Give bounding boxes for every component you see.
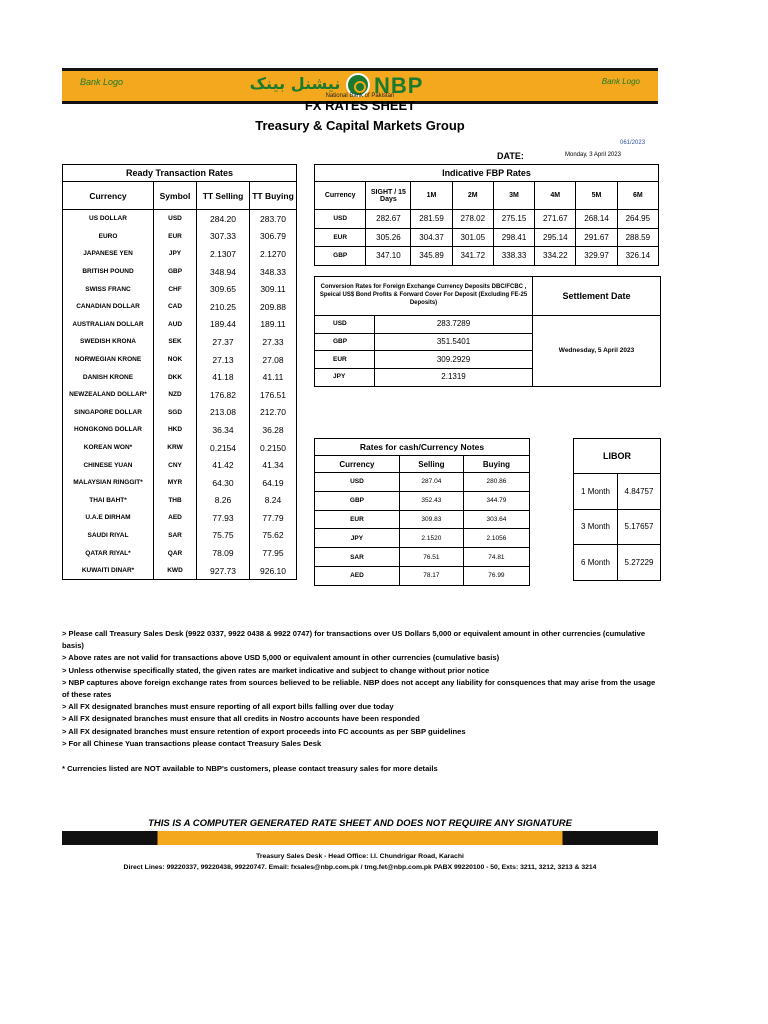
fbp-rates-caption: Indicative FBP Rates — [315, 165, 659, 182]
currency-name: SAUDI RIYAL — [63, 527, 154, 545]
tt-selling: 176.82 — [197, 386, 250, 404]
currency-name: US DOLLAR — [63, 210, 154, 228]
fbp-rate: 334.22 — [535, 247, 576, 266]
table-row — [315, 491, 530, 510]
cash-buying: 74.81 — [463, 548, 529, 567]
tt-buying: 41.11 — [262, 372, 284, 383]
currency-name: CANADIAN DOLLAR — [63, 298, 154, 316]
libor-rate: 5.17657 — [624, 522, 654, 532]
fbp-rate: 338.33 — [493, 247, 534, 266]
fbp-rate: 291.67 — [576, 228, 617, 247]
page-subtitle: Treasury & Capital Markets Group — [255, 118, 465, 133]
libor-table — [573, 438, 661, 581]
note-item: > Above rates are not valid for transactions above USD 5,000 or equivalent amount in other currencies (cumulative basis) — [62, 653, 500, 663]
note-item: > NBP captures above foreign exchange rates from sources believed to be reliable. NBP does not accept any liability for consquences that may arise from the usage of these rates — [62, 677, 656, 700]
currency-name: BRITISH POUND — [63, 263, 154, 281]
right-logo: Bank Logo — [601, 77, 640, 86]
table-row — [63, 421, 297, 439]
tt-selling: 36.34 — [197, 421, 250, 439]
column-header: Currency — [63, 182, 154, 210]
currency-symbol: JPY — [315, 368, 375, 386]
column-header: 5M — [576, 182, 617, 210]
fbp-rate: 271.67 — [535, 210, 576, 229]
tt-buying: 283.70 — [260, 213, 286, 224]
currency-symbol: GBP — [315, 333, 375, 351]
settlement-date-label: Settlement Date — [533, 277, 660, 316]
column-header: 2M — [452, 182, 493, 210]
footer-bar — [62, 831, 658, 845]
address-line-1: Treasury Sales Desk - Head Office: I.I. Chundrigar Road, Karachi — [256, 853, 464, 860]
currency-symbol: NZD — [154, 386, 197, 404]
table-row — [63, 351, 297, 369]
tt-buying: 212.70 — [260, 407, 286, 418]
column-header: Currency — [315, 456, 400, 473]
column-header: Selling — [399, 456, 463, 473]
currency-name: AUSTRALIAN DOLLAR — [63, 316, 154, 334]
cash-selling: 78.17 — [399, 566, 463, 585]
table-row — [63, 492, 297, 510]
fbp-rates-table — [314, 164, 659, 266]
tt-buying: 27.33 — [262, 336, 284, 347]
table-row — [63, 368, 297, 386]
currency-symbol: EUR — [154, 228, 197, 246]
currency-symbol: AUD — [154, 316, 197, 334]
tt-selling: 2.1307 — [197, 245, 250, 263]
settlement-date-value: Wednesday, 5 April 2023 — [558, 347, 635, 354]
table-row — [315, 566, 530, 585]
currency-symbol: JPY — [315, 529, 400, 548]
conversion-row — [315, 315, 533, 334]
tt-selling: 75.75 — [197, 527, 250, 545]
column-header: Currency — [315, 182, 366, 210]
conversion-row — [315, 351, 533, 370]
conversion-rate: 283.7289 — [436, 319, 471, 328]
currency-symbol: CHF — [154, 280, 197, 298]
urdu-brand-name: نیشنل بینک — [249, 74, 341, 93]
note-item: > All FX designated branches must ensure retention of export proceeds into FC accounts as per SBP guidelines — [62, 726, 466, 736]
currency-name: QATAR RIYAL* — [63, 544, 154, 562]
signature-notice: THIS IS A COMPUTER GENERATED RATE SHEET AND DOES NOT REQUIRE ANY SIGNATURE — [148, 818, 572, 829]
tt-selling: 27.13 — [197, 351, 250, 369]
tt-selling: 307.33 — [197, 228, 250, 246]
tt-buying: 27.08 — [262, 354, 284, 365]
table-row — [315, 510, 530, 529]
tt-selling: 0.2154 — [197, 439, 250, 457]
tt-buying: 36.28 — [262, 424, 284, 435]
fbp-rate: 341.72 — [452, 247, 493, 266]
tt-selling: 64.30 — [197, 474, 250, 492]
currency-name: MALAYSIAN RINGGIT* — [63, 474, 154, 492]
column-header: Buying — [463, 456, 529, 473]
currency-symbol: CNY — [154, 456, 197, 474]
table-row — [63, 245, 297, 263]
brand-block — [240, 71, 480, 101]
tt-buying: 8.24 — [264, 495, 282, 506]
table-row — [315, 228, 659, 247]
column-header: Symbol — [154, 182, 197, 210]
tt-selling: 213.08 — [197, 404, 250, 422]
brand-name: NBP — [374, 73, 424, 98]
conversion-rate: 309.2929 — [436, 354, 471, 364]
fbp-rate: 304.37 — [411, 228, 452, 247]
table-row — [315, 548, 530, 567]
tt-buying: 77.79 — [262, 512, 284, 523]
currency-name: SINGAPORE DOLLAR — [63, 404, 154, 422]
conversion-row — [315, 368, 533, 387]
tt-selling: 309.65 — [197, 280, 250, 298]
tt-selling: 27.37 — [197, 333, 250, 351]
libor-row — [574, 474, 660, 510]
currency-symbol: USD — [154, 210, 197, 228]
currency-symbol: DKK — [154, 368, 197, 386]
tt-buying: 2.1270 — [260, 248, 286, 259]
table-row — [63, 527, 297, 545]
currency-symbol: THB — [154, 492, 197, 510]
currency-name: DANISH KRONE — [63, 368, 154, 386]
tt-selling: 284.20 — [197, 210, 250, 228]
cash-buying: 344.79 — [463, 491, 529, 510]
fbp-rate: 301.05 — [452, 228, 493, 247]
currency-symbol: KRW — [154, 439, 197, 457]
libor-rate: 4.84757 — [624, 487, 654, 496]
cash-selling: 76.51 — [399, 548, 463, 567]
fbp-rate: 278.02 — [452, 210, 493, 229]
libor-rate: 5.27229 — [624, 557, 654, 567]
tt-buying: 926.10 — [260, 565, 286, 576]
currency-symbol: KWD — [154, 562, 197, 580]
fbp-rate: 305.26 — [366, 228, 411, 247]
tt-selling: 348.94 — [197, 263, 250, 281]
column-header: 1M — [411, 182, 452, 210]
currency-symbol: USD — [315, 315, 375, 333]
currency-symbol: AED — [154, 509, 197, 527]
column-header: 3M — [493, 182, 534, 210]
conversion-row — [315, 333, 533, 352]
currency-name: EURO — [63, 228, 154, 246]
document-number: 061/2023 — [620, 140, 646, 146]
cash-buying: 2.1056 — [463, 529, 529, 548]
currency-symbol: GBP — [315, 491, 400, 510]
date-value: Monday, 3 April 2023 — [565, 152, 621, 158]
tt-selling: 927.73 — [197, 562, 250, 580]
cash-buying: 280.86 — [463, 473, 529, 492]
table-row — [63, 509, 297, 527]
table-row — [63, 456, 297, 474]
table-row — [63, 386, 297, 404]
table-row — [315, 529, 530, 548]
tt-buying: 209.88 — [260, 301, 286, 312]
tt-buying: 75.62 — [262, 530, 284, 541]
tt-buying: 189.11 — [260, 319, 286, 330]
page-title: FX RATES SHEET — [304, 98, 416, 113]
brand-subline: National Bank of Pakistan — [325, 93, 395, 99]
table-row — [315, 247, 659, 266]
fbp-rate: 275.15 — [493, 210, 534, 229]
currency-symbol: SEK — [154, 333, 197, 351]
cash-buying: 76.99 — [463, 566, 529, 585]
conversion-rate: 351.5401 — [436, 336, 471, 346]
currency-symbol: CAD — [154, 298, 197, 316]
tt-selling: 189.44 — [197, 316, 250, 334]
note-item: > For all Chinese Yuan transactions please contact Treasury Sales Desk — [62, 738, 322, 748]
currency-name: NORWEGIAN KRONE — [63, 351, 154, 369]
currency-symbol: EUR — [315, 351, 375, 369]
note-item: > All FX designated branches must ensure that all credits in Nostro accounts have been responded — [62, 714, 420, 724]
currency-symbol: NOK — [154, 351, 197, 369]
tt-buying: 176.51 — [260, 389, 286, 400]
currency-symbol: USD — [315, 473, 400, 492]
table-row — [63, 210, 297, 228]
table-row — [63, 544, 297, 562]
currency-symbol: GBP — [315, 247, 366, 266]
fbp-rate: 268.14 — [576, 210, 617, 229]
cash-selling: 2.1520 — [399, 529, 463, 548]
currency-name: JAPANESE YEN — [63, 245, 154, 263]
fbp-rate: 264.95 — [617, 210, 658, 229]
address-line-2: Direct Lines: 99220337, 99220438, 99220747. Email: fxsales@nbp.com.pk / tmg.fet@nbp.com.pk PABX 99220100 - 50, Exts: 3211, 3212, 3213 & 3214 — [123, 864, 597, 871]
date-label: DATE: — [497, 151, 524, 161]
currency-symbol: EUR — [315, 228, 366, 247]
tt-selling: 41.18 — [197, 368, 250, 386]
table-row — [63, 333, 297, 351]
column-header: SIGHT / 15 Days — [366, 182, 411, 210]
note-item: > Unless otherwise specifically stated, the given rates are market indicative and subject to change without prior notice — [62, 665, 490, 675]
cash-rates-caption: Rates for cash/Currency Notes — [315, 439, 530, 456]
cash-selling: 309.83 — [399, 510, 463, 529]
currency-symbol: USD — [315, 210, 366, 229]
cash-buying: 303.64 — [463, 510, 529, 529]
fbp-rate: 345.89 — [411, 247, 452, 266]
libor-caption: LIBOR — [574, 439, 660, 474]
currency-name: KUWAITI DINAR* — [63, 562, 154, 580]
fbp-rate: 329.97 — [576, 247, 617, 266]
currency-name: SWEDISH KRONA — [63, 333, 154, 351]
notes-list — [62, 628, 662, 750]
column-header: 4M — [535, 182, 576, 210]
ready-rates-caption: Ready Transaction Rates — [63, 165, 297, 182]
currency-symbol: SAR — [154, 527, 197, 545]
currency-symbol: MYR — [154, 474, 197, 492]
table-row — [63, 474, 297, 492]
tt-buying: 77.95 — [262, 548, 284, 559]
fbp-rate: 295.14 — [535, 228, 576, 247]
fbp-rate: 281.59 — [411, 210, 452, 229]
tt-selling: 77.93 — [197, 509, 250, 527]
currency-name: SWISS FRANC — [63, 280, 154, 298]
column-header: TT Selling — [197, 182, 250, 210]
conversion-rate: 2.1319 — [441, 372, 466, 382]
conversion-rates-block — [314, 276, 661, 387]
libor-row — [574, 545, 660, 580]
footnote: * Currencies listed are NOT available to NBP's customers, please contact treasury sales for more details — [62, 764, 438, 773]
tt-selling: 8.26 — [197, 492, 250, 510]
tt-buying: 41.34 — [262, 460, 284, 471]
tt-buying: 0.2150 — [260, 442, 286, 453]
libor-tenor: 3 Month — [574, 509, 618, 544]
table-row — [63, 228, 297, 246]
column-header: TT Buying — [250, 182, 297, 210]
cash-rates-table — [314, 438, 530, 586]
currency-name: KOREAN WON* — [63, 439, 154, 457]
currency-name: U.A.E DIRHAM — [63, 509, 154, 527]
table-row — [63, 298, 297, 316]
table-row — [315, 473, 530, 492]
currency-name: HONGKONG DOLLAR — [63, 421, 154, 439]
table-row — [315, 210, 659, 229]
table-row — [63, 439, 297, 457]
currency-symbol: EUR — [315, 510, 400, 529]
libor-tenor: 1 Month — [574, 474, 618, 509]
table-row — [63, 404, 297, 422]
currency-name: CHINESE YUAN — [63, 456, 154, 474]
currency-symbol: SGD — [154, 404, 197, 422]
currency-symbol: AED — [315, 566, 400, 585]
currency-symbol: JPY — [154, 245, 197, 263]
left-logo: Bank Logo — [80, 77, 124, 87]
table-row — [63, 263, 297, 281]
note-item: > Please call Treasury Sales Desk (9922 0337, 9922 0438 & 9922 0747) for transactions over US Dollars 5,000 or equivalent amount in other currencies (cumulative basis) — [62, 629, 646, 651]
currency-name: NEWZEALAND DOLLAR* — [63, 386, 154, 404]
table-row — [63, 562, 297, 580]
tt-buying: 309.11 — [260, 284, 286, 295]
conversion-rates-heading: Conversion Rates for Foreign Exchange Currency Deposits DBC/FCBC , Speical US$ Bond Profits & Forward Cover For Deposit (Excluding FE-25 Deposits) — [315, 277, 533, 316]
currency-symbol: SAR — [315, 548, 400, 567]
note-item: > All FX designated branches must ensure reporting of all export bills falling over due today — [62, 702, 394, 712]
cash-selling: 287.04 — [399, 473, 463, 492]
fbp-rate: 298.41 — [493, 228, 534, 247]
tt-buying: 306.79 — [260, 231, 286, 242]
cash-selling: 352.43 — [399, 491, 463, 510]
tt-buying: 64.19 — [262, 477, 284, 488]
fbp-rate: 326.14 — [617, 247, 658, 266]
table-row — [63, 316, 297, 334]
libor-row — [574, 509, 660, 545]
currency-symbol: QAR — [154, 544, 197, 562]
tt-selling: 78.09 — [197, 544, 250, 562]
ready-rates-table — [62, 164, 297, 580]
currency-symbol: GBP — [154, 263, 197, 281]
fbp-rate: 347.10 — [366, 247, 411, 266]
currency-name: THAI BAHT* — [63, 492, 154, 510]
tt-selling: 210.25 — [197, 298, 250, 316]
fbp-rate: 282.67 — [366, 210, 411, 229]
currency-symbol: HKD — [154, 421, 197, 439]
table-row — [63, 280, 297, 298]
fbp-rate: 288.59 — [617, 228, 658, 247]
tt-selling: 41.42 — [197, 456, 250, 474]
column-header: 6M — [617, 182, 658, 210]
tt-buying: 348.33 — [260, 266, 286, 277]
libor-tenor: 6 Month — [574, 545, 618, 580]
